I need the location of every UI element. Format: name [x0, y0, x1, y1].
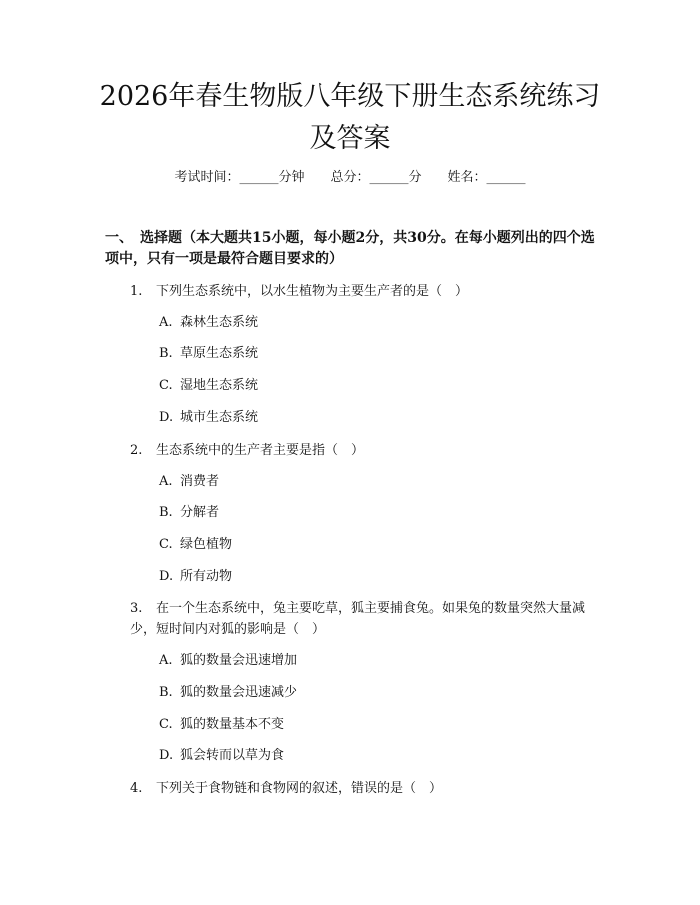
question-1-option-a — [159, 313, 258, 333]
question-number: 4. — [130, 781, 143, 796]
option-text: 狐的数量会迅速增加 — [180, 653, 298, 668]
question-1-option-c — [159, 376, 258, 396]
question-number: 3. — [130, 601, 143, 616]
option-text: 所有动物 — [180, 569, 233, 584]
question-text: 下列生态系统中，以水生植物为主要生产者的是（ ） — [156, 284, 469, 299]
option-letter: B. — [159, 346, 173, 361]
option-letter: D. — [159, 748, 174, 763]
option-letter: C. — [159, 378, 173, 393]
option-text: 城市生态系统 — [180, 410, 259, 425]
option-letter: C. — [159, 537, 173, 552]
option-text: 湿地生态系统 — [180, 378, 259, 393]
question-3-option-a — [159, 651, 297, 671]
question-1 — [130, 281, 608, 302]
total-score-unit: 分 — [408, 170, 422, 185]
option-text: 草原生态系统 — [180, 346, 259, 361]
student-name-blank: ______ — [486, 170, 526, 185]
option-letter: A. — [159, 474, 173, 489]
question-1-option-b — [159, 344, 258, 364]
exam-time-label: 考试时间： — [174, 170, 240, 185]
option-text: 狐会转而以草为食 — [180, 748, 285, 763]
exam-info-line — [0, 168, 700, 188]
document-title: 2026年春生物版八年级下册生态系统练习及答案 — [99, 81, 601, 154]
option-letter: D. — [159, 569, 174, 584]
question-3-option-d — [159, 746, 284, 766]
option-letter: A. — [159, 653, 173, 668]
question-text: 下列关于食物链和食物网的叙述，错误的是（ ） — [156, 781, 443, 796]
question-2-option-b — [159, 503, 219, 523]
question-1-option-d — [159, 408, 258, 428]
option-text: 狐的数量会迅速减少 — [180, 685, 298, 700]
total-score-label: 总分： — [330, 170, 370, 185]
question-3-option-c — [159, 715, 284, 735]
question-2-option-a — [159, 472, 219, 492]
option-letter: A. — [159, 315, 173, 330]
option-text: 分解者 — [180, 505, 220, 520]
question-3-option-b — [159, 683, 297, 703]
total-score-blank: ______ — [369, 170, 409, 185]
question-2 — [130, 440, 608, 461]
question-number: 2. — [130, 443, 143, 458]
student-name-label: 姓名： — [447, 170, 487, 185]
exam-time-unit: 分钟 — [278, 170, 305, 185]
option-letter: B. — [159, 685, 173, 700]
option-letter: C. — [159, 717, 173, 732]
option-text: 消费者 — [180, 474, 220, 489]
question-text: 生态系统中的生产者主要是指（ ） — [156, 443, 365, 458]
section-heading-multiple-choice: 一、 选择题（本大题共15小题，每小题2分，共30分。在每小题列出的四个选项中，只有一项是最符合题目要求的） — [105, 230, 595, 267]
question-number: 1. — [130, 284, 143, 299]
question-2-option-d — [159, 567, 232, 587]
option-text: 狐的数量基本不变 — [180, 717, 285, 732]
question-3 — [130, 598, 608, 640]
option-letter: B. — [159, 505, 173, 520]
question-2-option-c — [159, 535, 232, 555]
option-text: 森林生态系统 — [180, 315, 259, 330]
question-4 — [130, 778, 608, 799]
option-letter: D. — [159, 410, 174, 425]
option-text: 绿色植物 — [180, 537, 233, 552]
exam-time-blank: ______ — [239, 170, 279, 185]
question-text: 在一个生态系统中，兔主要吃草，狐主要捕食兔。如果兔的数量突然大量减少，短时间内对狐的影响是（ ） — [130, 601, 586, 637]
